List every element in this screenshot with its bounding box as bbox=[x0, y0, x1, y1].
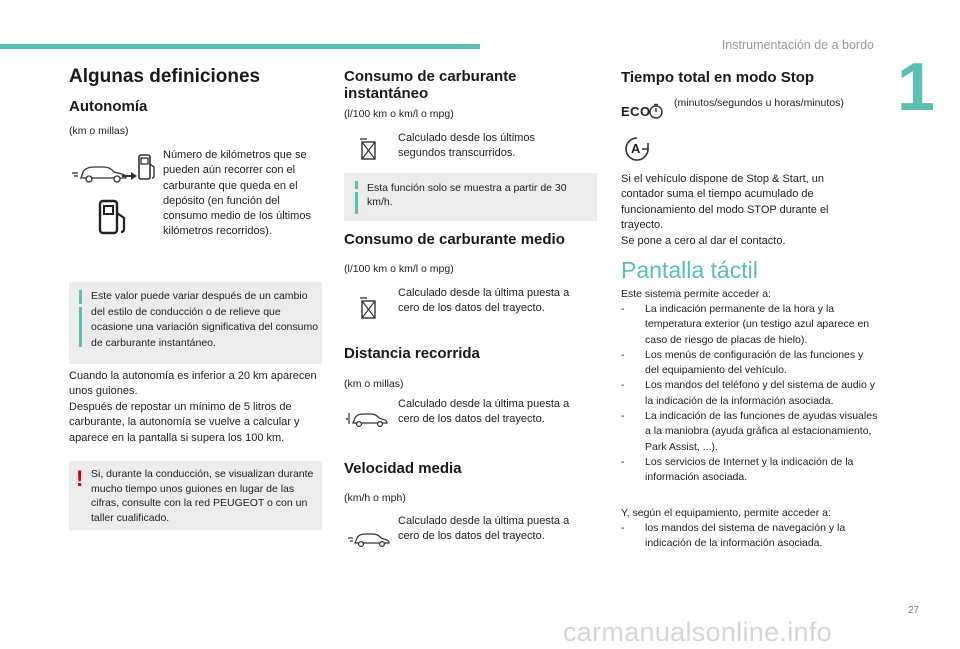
watermark: carmanualsonline.info bbox=[563, 617, 832, 647]
autonomia-paragraph-2: Después de repostar un mínimo de 5 litros de carburante, la autonomía se vuelve a calcular y aparece en la pantalla si supera los 100 km. bbox=[69, 401, 300, 444]
header-accent-bar bbox=[0, 44, 480, 49]
instantaneo-description: Calculado desde los últimos segundos transcurridos. bbox=[398, 132, 535, 160]
distancia-heading: Distancia recorrida bbox=[344, 345, 480, 362]
info-marker-dot bbox=[355, 181, 358, 189]
distancia-description: Calculado desde la última puesta a cero de los datos del trayecto. bbox=[398, 398, 570, 426]
average-consumption-icon bbox=[359, 296, 379, 320]
list-item: - los mandos del sistema de navegación y la indicación de la información asociada. bbox=[621, 521, 879, 552]
autonomia-description: Número de kilómetros que se pueden aún recorrer con el carburante que queda en el depósito (en función del consumo medio de los últimos kilómetros recorridos). bbox=[163, 149, 311, 238]
velocidad-heading: Velocidad media bbox=[344, 460, 462, 477]
medio-description: Calculado desde la última puesta a cero de los datos del trayecto. bbox=[398, 287, 570, 315]
velocidad-units: (km/h o mph) bbox=[344, 492, 406, 504]
info-marker-dot bbox=[79, 290, 82, 304]
speed-car-icon bbox=[347, 530, 391, 548]
medio-heading: Consumo de carburante medio bbox=[344, 231, 565, 248]
info-marker-bar bbox=[79, 307, 82, 347]
list-item: - La indicación de las funciones de ayudas visuales a la maniobra (ayuda gráfica al estacionamiento, Park Assist, ...). bbox=[621, 409, 879, 455]
stop-start-letter: A bbox=[631, 141, 641, 156]
stop-start-icon bbox=[624, 136, 650, 162]
arrow-right-icon bbox=[122, 171, 138, 181]
pantalla-list-2 bbox=[621, 521, 879, 552]
pantalla-intro-2: Y, según el equipamiento, permite acceder a: bbox=[621, 507, 831, 519]
autonomia-paragraph-1: Cuando la autonomía es inferior a 20 km aparecen unos guiones. bbox=[69, 370, 317, 398]
instant-consumption-icon bbox=[359, 137, 379, 161]
page-number: 27 bbox=[908, 605, 920, 616]
fuel-pump-icon bbox=[97, 198, 131, 236]
autonomia-heading: Autonomía bbox=[69, 98, 148, 115]
list-item: - Los mandos del teléfono y del sistema de audio y la indicación de la información asociada. bbox=[621, 378, 879, 409]
instantaneo-info-text: Esta función solo se muestra a partir de 30 km/h. bbox=[367, 182, 567, 208]
distancia-units: (km o millas) bbox=[344, 378, 404, 390]
warning-icon: ! bbox=[76, 466, 84, 491]
warning-text: Si, durante la conducción, se visualizan durante mucho tiempo unos guiones en lugar de las cifras, consulte con la red PEUGEOT o con un taller cualificado. bbox=[91, 468, 314, 524]
stop-units: (minutos/segundos u horas/minutos) bbox=[674, 97, 844, 109]
autonomia-info-text: Este valor puede variar después de un cambio del estilo de conducción o de relieve que ocasione una variación significativa del consumo de carburante instantáneo. bbox=[91, 290, 319, 349]
info-marker-bar bbox=[355, 192, 358, 214]
autonomia-units: (km o millas) bbox=[69, 125, 129, 137]
pantalla-heading: Pantalla táctil bbox=[621, 257, 758, 283]
velocidad-description: Calculado desde la última puesta a cero de los datos del trayecto. bbox=[398, 515, 570, 543]
list-item: - La indicación permanente de la hora y la temperatura exterior (un testigo azul aparece en caso de riesgo de placas de hielo). bbox=[621, 302, 879, 348]
distance-car-icon bbox=[345, 410, 389, 428]
pantalla-intro: Este sistema permite acceder a: bbox=[621, 288, 771, 300]
stop-paragraph-2: Se pone a cero al dar el contacto. bbox=[621, 235, 786, 247]
chapter-title: Instrumentación de a bordo bbox=[721, 38, 874, 52]
stop-timer-icon bbox=[648, 103, 664, 119]
instantaneo-units: (l/100 km o km/l o mpg) bbox=[344, 108, 454, 120]
pantalla-list bbox=[621, 302, 879, 486]
section-title: Algunas definiciones bbox=[69, 66, 261, 87]
stop-heading: Tiempo total en modo Stop bbox=[621, 69, 815, 86]
chapter-number: 1 bbox=[897, 49, 935, 125]
fuel-pump-small-icon bbox=[137, 152, 157, 182]
eco-label: ECO bbox=[621, 104, 651, 119]
instantaneo-heading: Consumo de carburante instantáneo bbox=[344, 68, 517, 102]
list-item: - Los menús de configuración de las funciones y del equipamiento del vehículo. bbox=[621, 348, 879, 379]
stop-paragraph-1: Si el vehículo dispone de Stop & Start, un contador suma el tiempo acumulado de funcionamiento del modo STOP durante el trayecto. bbox=[621, 173, 829, 231]
medio-units: (l/100 km o km/l o mpg) bbox=[344, 263, 454, 275]
list-item: - Los servicios de Internet y la indicación de la información asociada. bbox=[621, 455, 879, 486]
